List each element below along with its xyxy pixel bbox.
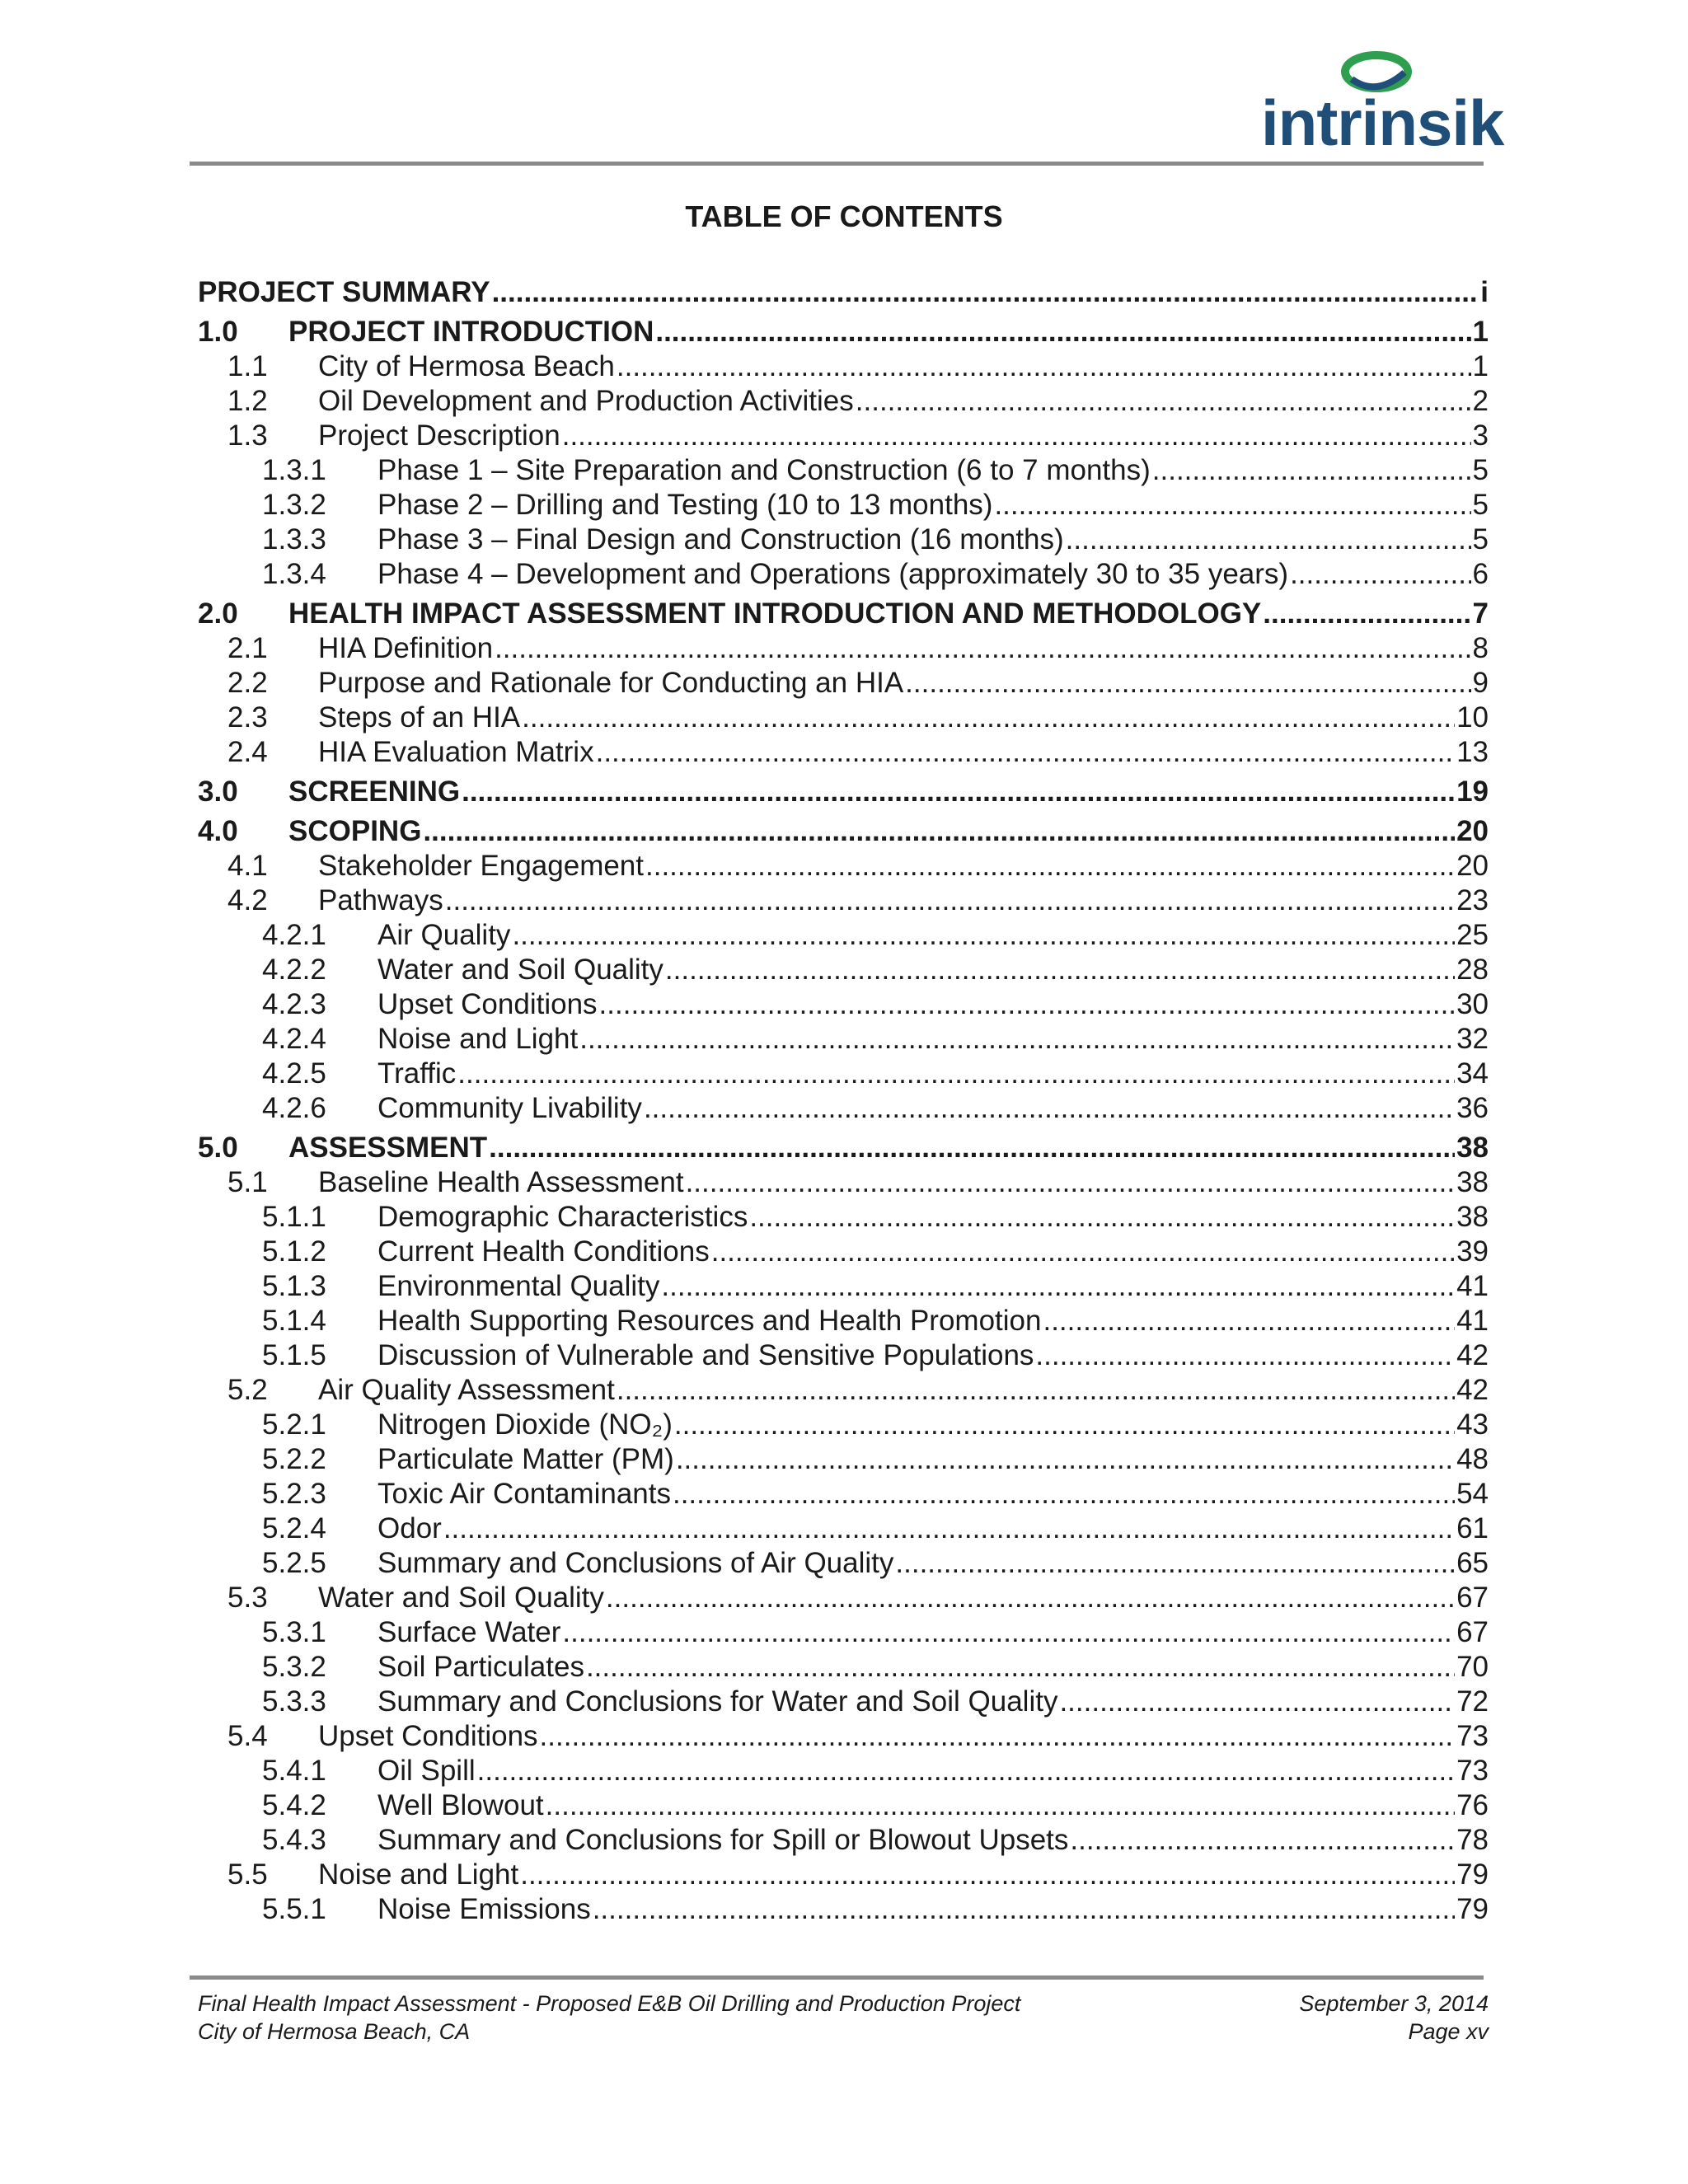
- toc-entry-page: 72: [1456, 1685, 1489, 1718]
- toc-entry-page: 79: [1456, 1858, 1489, 1891]
- toc-entry-number: 4.2: [227, 884, 268, 916]
- toc-entry-number: 5.4.2: [262, 1789, 326, 1821]
- toc-dot-leader: [562, 419, 1471, 453]
- toc-entry-title: Oil Development and Production Activities: [318, 385, 854, 417]
- toc-entry[interactable]: [198, 1754, 1489, 1788]
- toc-entry[interactable]: [198, 1091, 1489, 1126]
- toc-entry-page: 43: [1456, 1408, 1489, 1441]
- toc-entry[interactable]: [198, 1892, 1489, 1927]
- toc-entry-title: Phase 3 – Final Design and Construction (16 months): [377, 523, 1064, 555]
- toc-entry-title: Discussion of Vulnerable and Sensitive Populations: [377, 1339, 1034, 1371]
- toc-entry[interactable]: [198, 1477, 1489, 1511]
- toc-entry-number: 5.4.1: [262, 1755, 326, 1787]
- toc-entry[interactable]: [198, 419, 1489, 453]
- toc-entry-number: 4.2.3: [262, 988, 326, 1020]
- toc-dot-leader: [1066, 523, 1471, 557]
- toc-entry-number: 1.2: [227, 385, 268, 417]
- toc-entry-title: Noise Emissions: [377, 1893, 591, 1925]
- toc-entry-number: 4.2.2: [262, 954, 326, 986]
- toc-entry-title: Water and Soil Quality: [377, 954, 663, 986]
- toc-entry[interactable]: [198, 1235, 1489, 1269]
- toc-dot-leader: [596, 735, 1455, 770]
- toc-entry-title: Odor: [377, 1512, 442, 1544]
- toc-entry-number: 1.3.1: [262, 454, 326, 486]
- table-of-contents: [198, 275, 1489, 1927]
- toc-entry-number: 5.3.2: [262, 1651, 326, 1683]
- toc-entry-title: Air Quality Assessment: [318, 1374, 615, 1406]
- toc-entry-page: 28: [1456, 954, 1489, 986]
- toc-entry[interactable]: [198, 275, 1489, 310]
- toc-entry-page: 42: [1456, 1339, 1489, 1371]
- toc-entry[interactable]: [198, 631, 1489, 666]
- toc-dot-leader: [665, 953, 1455, 987]
- toc-dot-leader: [655, 315, 1470, 349]
- toc-entry-number: 5.5: [227, 1858, 268, 1891]
- toc-entry[interactable]: [198, 987, 1489, 1022]
- toc-entry-page: 2: [1472, 385, 1489, 417]
- toc-entry-title: Traffic: [377, 1057, 457, 1090]
- toc-entry-title: HEALTH IMPACT ASSESSMENT INTRODUCTION AND METHODOLOGY: [288, 598, 1262, 630]
- toc-entry-page: 7: [1472, 598, 1489, 630]
- toc-entry-page: 76: [1456, 1789, 1489, 1821]
- toc-entry-number: 5.3.1: [262, 1616, 326, 1648]
- toc-entry[interactable]: [198, 557, 1489, 592]
- toc-entry-page: 67: [1456, 1582, 1489, 1614]
- toc-entry-title: Upset Conditions: [318, 1720, 538, 1752]
- toc-entry-page: 32: [1456, 1023, 1489, 1055]
- toc-dot-leader: [586, 1650, 1455, 1685]
- toc-entry-number: 5.5.1: [262, 1893, 326, 1925]
- toc-entry-page: 41: [1456, 1305, 1489, 1337]
- footer-document-title: Final Health Impact Assessment - Proposed E&B Oil Drilling and Production Project: [198, 1991, 1021, 2016]
- toc-entry-number: PROJECT SUMMARY: [198, 276, 490, 308]
- toc-entry-number: 2.0: [198, 598, 238, 630]
- toc-entry-title: PROJECT INTRODUCTION: [288, 316, 654, 348]
- toc-entry[interactable]: [198, 1304, 1489, 1338]
- toc-dot-leader: [856, 384, 1471, 419]
- toc-entry-page: 38: [1456, 1201, 1489, 1233]
- toc-dot-leader: [749, 1200, 1455, 1235]
- toc-entry[interactable]: [198, 453, 1489, 488]
- toc-entry[interactable]: [198, 349, 1489, 384]
- toc-entry-title: Noise and Light: [318, 1858, 519, 1891]
- toc-entry-number: 5.2.3: [262, 1478, 326, 1510]
- toc-entry-page: 20: [1456, 815, 1489, 847]
- toc-entry-page: 38: [1456, 1166, 1489, 1198]
- toc-entry-title: HIA Evaluation Matrix: [318, 736, 594, 768]
- toc-entry-page: 78: [1456, 1824, 1489, 1856]
- toc-entry-number: 5.0: [198, 1132, 238, 1164]
- toc-entry-number: 5.1.5: [262, 1339, 326, 1371]
- toc-entry-number: 1.3.3: [262, 523, 326, 555]
- toc-entry[interactable]: [198, 1165, 1489, 1200]
- toc-entry[interactable]: [198, 1057, 1489, 1091]
- toc-entry[interactable]: [198, 1788, 1489, 1823]
- toc-entry[interactable]: [198, 384, 1489, 419]
- toc-dot-leader: [1035, 1338, 1455, 1373]
- toc-dot-leader: [711, 1235, 1455, 1269]
- toc-entry[interactable]: [198, 1719, 1489, 1754]
- toc-entry-page: 79: [1456, 1893, 1489, 1925]
- toc-entry-page: 42: [1456, 1374, 1489, 1406]
- toc-entry-page: 61: [1456, 1512, 1489, 1544]
- toc-entry-title: Steps of an HIA: [318, 701, 521, 733]
- toc-entry[interactable]: [198, 488, 1489, 523]
- footer-rule: [190, 1975, 1484, 1980]
- toc-entry-page: 20: [1456, 850, 1489, 882]
- toc-entry-number: 5.1.2: [262, 1235, 326, 1268]
- toc-entry-page: 38: [1456, 1132, 1489, 1164]
- toc-dot-leader: [599, 987, 1456, 1022]
- toc-entry-page: 54: [1456, 1478, 1489, 1510]
- toc-entry-page: 1: [1472, 316, 1489, 348]
- toc-entry-title: Noise and Light: [377, 1023, 579, 1055]
- toc-entry-title: Project Description: [318, 419, 560, 452]
- toc-entry-page: 41: [1456, 1270, 1489, 1302]
- toc-dot-leader: [1043, 1304, 1455, 1338]
- toc-entry-title: Stakeholder Engagement: [318, 850, 644, 882]
- toc-entry-number: 1.3.4: [262, 558, 326, 590]
- toc-entry-title: Oil Spill: [377, 1755, 476, 1787]
- footer-left: [198, 1990, 1020, 2046]
- toc-entry-title: SCOPING: [288, 815, 422, 847]
- toc-entry-page: 36: [1456, 1092, 1489, 1124]
- toc-dot-leader: [676, 1442, 1455, 1477]
- footer-right: [1299, 1990, 1489, 2046]
- toc-dot-leader: [522, 701, 1455, 735]
- toc-dot-leader: [994, 488, 1470, 523]
- toc-entry-number: 2.4: [227, 736, 268, 768]
- toc-entry[interactable]: [198, 1338, 1489, 1373]
- toc-dot-leader: [661, 1269, 1455, 1304]
- toc-entry-title: City of Hermosa Beach: [318, 350, 615, 382]
- toc-dot-leader: [546, 1788, 1455, 1823]
- toc-entry-page: 9: [1472, 667, 1489, 699]
- toc-entry-number: 2.2: [227, 667, 268, 699]
- toc-entry[interactable]: [198, 1373, 1489, 1408]
- toc-entry-title: Particulate Matter (PM): [377, 1443, 674, 1475]
- toc-entry-number: 5.1: [227, 1166, 268, 1198]
- toc-entry[interactable]: [198, 1650, 1489, 1685]
- toc-entry[interactable]: [198, 883, 1489, 918]
- toc-entry-title: Demographic Characteristics: [377, 1201, 748, 1233]
- toc-dot-leader: [492, 275, 1479, 310]
- toc-dot-leader: [495, 631, 1470, 666]
- footer-page-number: Page xv: [1408, 2019, 1489, 2044]
- toc-dot-leader: [477, 1754, 1455, 1788]
- toc-entry-number: 1.0: [198, 316, 238, 348]
- toc-entry-number: 1.3: [227, 419, 268, 452]
- toc-dot-leader: [579, 1022, 1455, 1057]
- toc-dot-leader: [457, 1057, 1455, 1091]
- toc-entry-number: 5.4.3: [262, 1824, 326, 1856]
- toc-entry-title: Soil Particulates: [377, 1651, 584, 1683]
- toc-entry-page: 19: [1456, 776, 1489, 808]
- toc-entry-number: 5.4: [227, 1720, 268, 1752]
- toc-entry[interactable]: [198, 1442, 1489, 1477]
- toc-entry[interactable]: [198, 1615, 1489, 1650]
- toc-dot-leader: [606, 1581, 1455, 1615]
- toc-dot-leader: [512, 918, 1455, 953]
- footer-location: City of Hermosa Beach, CA: [198, 2019, 471, 2044]
- toc-entry-page: 67: [1456, 1616, 1489, 1648]
- toc-entry-number: 5.2: [227, 1374, 268, 1406]
- toc-entry-number: 4.0: [198, 815, 238, 847]
- toc-entry[interactable]: [198, 1858, 1489, 1892]
- toc-entry[interactable]: [198, 666, 1489, 701]
- toc-dot-leader: [562, 1615, 1455, 1650]
- toc-entry-number: 4.1: [227, 850, 268, 882]
- toc-entry-page: 6: [1472, 558, 1489, 590]
- toc-entry-page: 8: [1472, 632, 1489, 664]
- toc-entry-title: Phase 2 – Drilling and Testing (10 to 13 months): [377, 489, 993, 521]
- toc-entry[interactable]: [198, 597, 1489, 631]
- toc-entry-title: Summary and Conclusions of Air Quality: [377, 1547, 894, 1579]
- toc-entry-number: 5.1.1: [262, 1201, 326, 1233]
- toc-entry[interactable]: [198, 918, 1489, 953]
- toc-entry-title: Summary and Conclusions for Spill or Blowout Upsets: [377, 1824, 1069, 1856]
- toc-dot-leader: [1290, 557, 1470, 592]
- toc-dot-leader: [905, 666, 1470, 701]
- toc-entry[interactable]: [198, 1685, 1489, 1719]
- toc-dot-leader: [462, 775, 1455, 809]
- toc-entry-title: Summary and Conclusions for Water and Soil Quality: [377, 1685, 1058, 1718]
- toc-entry-number: 5.2.4: [262, 1512, 326, 1544]
- toc-entry-page: i: [1480, 276, 1489, 308]
- toc-entry-title: Environmental Quality: [377, 1270, 660, 1302]
- toc-entry-title: Pathways: [318, 884, 443, 916]
- toc-entry-page: 3: [1472, 419, 1489, 452]
- toc-entry-page: 1: [1472, 350, 1489, 382]
- toc-entry-title: Upset Conditions: [377, 988, 598, 1020]
- toc-entry[interactable]: [198, 1269, 1489, 1304]
- toc-entry[interactable]: [198, 735, 1489, 770]
- toc-entry-number: 4.2.4: [262, 1023, 326, 1055]
- toc-entry[interactable]: [198, 849, 1489, 883]
- toc-entry-number: 5.1.4: [262, 1305, 326, 1337]
- toc-entry-number: 5.3: [227, 1582, 268, 1614]
- toc-entry-title: Phase 1 – Site Preparation and Construction (6 to 7 months): [377, 454, 1151, 486]
- toc-entry-number: 4.2.1: [262, 919, 326, 951]
- toc-entry-title: Surface Water: [377, 1616, 561, 1648]
- toc-entry-title: Phase 4 – Development and Operations (approximately 30 to 35 years): [377, 558, 1289, 590]
- toc-entry[interactable]: [198, 775, 1489, 809]
- toc-entry-page: 73: [1456, 1755, 1489, 1787]
- toc-dot-leader: [1152, 453, 1471, 488]
- toc-entry-page: 30: [1456, 988, 1489, 1020]
- intrinsik-logo: [1261, 48, 1504, 159]
- toc-entry-page: 13: [1456, 736, 1489, 768]
- toc-entry-number: 2.3: [227, 701, 268, 733]
- toc-entry-title: Current Health Conditions: [377, 1235, 710, 1268]
- toc-entry-title: ASSESSMENT: [288, 1132, 488, 1164]
- toc-entry-page: 5: [1472, 454, 1489, 486]
- toc-entry-title: Air Quality: [377, 919, 511, 951]
- toc-dot-leader: [540, 1719, 1456, 1754]
- toc-entry-title: Toxic Air Contaminants: [377, 1478, 671, 1510]
- toc-entry-page: 10: [1456, 701, 1489, 733]
- toc-entry-number: 5.1.3: [262, 1270, 326, 1302]
- toc-entry-title: Nitrogen Dioxide (NO₂): [377, 1408, 673, 1441]
- toc-entry[interactable]: [198, 1511, 1489, 1546]
- toc-entry-title: Health Supporting Resources and Health Promotion: [377, 1305, 1042, 1337]
- toc-entry-page: 70: [1456, 1651, 1489, 1683]
- toc-entry-number: 1.3.2: [262, 489, 326, 521]
- header-rule: [190, 162, 1484, 166]
- toc-entry-title: Community Livability: [377, 1092, 642, 1124]
- toc-entry[interactable]: [198, 1022, 1489, 1057]
- toc-dot-leader: [1263, 597, 1470, 631]
- toc-entry-page: 23: [1456, 884, 1489, 916]
- toc-dot-leader: [617, 349, 1471, 384]
- toc-entry-page: 39: [1456, 1235, 1489, 1268]
- toc-entry-number: 5.3.3: [262, 1685, 326, 1718]
- toc-dot-leader: [645, 849, 1455, 883]
- toc-entry-page: 73: [1456, 1720, 1489, 1752]
- toc-entry-title: HIA Definition: [318, 632, 494, 664]
- toc-entry[interactable]: [198, 1131, 1489, 1165]
- toc-entry[interactable]: [198, 1408, 1489, 1442]
- toc-entry-number: 4.2.6: [262, 1092, 326, 1124]
- toc-entry[interactable]: [198, 701, 1489, 735]
- toc-dot-leader: [423, 814, 1455, 849]
- toc-entry-page: 5: [1472, 489, 1489, 521]
- toc-entry[interactable]: [198, 1823, 1489, 1858]
- toc-entry-page: 34: [1456, 1057, 1489, 1090]
- footer-date: September 3, 2014: [1299, 1991, 1489, 2016]
- toc-dot-leader: [443, 1511, 1455, 1546]
- toc-entry[interactable]: [198, 953, 1489, 987]
- toc-entry-title: Water and Soil Quality: [318, 1582, 604, 1614]
- logo-wordmark: intrinsik: [1261, 87, 1504, 159]
- toc-entry[interactable]: [198, 1200, 1489, 1235]
- toc-entry-number: 1.1: [227, 350, 268, 382]
- toc-entry-number: 2.1: [227, 632, 268, 664]
- toc-dot-leader: [895, 1546, 1455, 1581]
- toc-entry-number: 5.2.1: [262, 1408, 326, 1441]
- toc-entry-page: 25: [1456, 919, 1489, 951]
- toc-entry-title: Well Blowout: [377, 1789, 544, 1821]
- toc-dot-leader: [674, 1408, 1455, 1442]
- toc-entry-number: 5.2.5: [262, 1547, 326, 1579]
- toc-entry[interactable]: [198, 814, 1489, 849]
- toc-dot-leader: [489, 1131, 1455, 1165]
- toc-entry-title: Baseline Health Assessment: [318, 1166, 684, 1198]
- toc-entry[interactable]: [198, 1581, 1489, 1615]
- toc-dot-leader: [520, 1858, 1455, 1892]
- page-title: TABLE OF CONTENTS: [685, 199, 1003, 233]
- toc-dot-leader: [593, 1892, 1455, 1927]
- toc-dot-leader: [445, 883, 1455, 918]
- toc-entry-title: Purpose and Rationale for Conducting an HIA: [318, 667, 904, 699]
- toc-dot-leader: [673, 1477, 1455, 1511]
- toc-entry-page: 48: [1456, 1443, 1489, 1475]
- toc-entry-number: 5.2.2: [262, 1443, 326, 1475]
- toc-dot-leader: [1059, 1685, 1455, 1719]
- toc-entry[interactable]: [198, 1546, 1489, 1581]
- toc-dot-leader: [686, 1165, 1455, 1200]
- toc-entry-page: 5: [1472, 523, 1489, 555]
- toc-entry-number: 4.2.5: [262, 1057, 326, 1090]
- toc-entry-title: SCREENING: [288, 776, 461, 808]
- toc-dot-leader: [1070, 1823, 1455, 1858]
- toc-entry[interactable]: [198, 523, 1489, 557]
- toc-dot-leader: [644, 1091, 1455, 1126]
- toc-entry[interactable]: [198, 315, 1489, 349]
- toc-dot-leader: [617, 1373, 1455, 1408]
- toc-entry-page: 65: [1456, 1547, 1489, 1579]
- toc-entry-number: 3.0: [198, 776, 238, 808]
